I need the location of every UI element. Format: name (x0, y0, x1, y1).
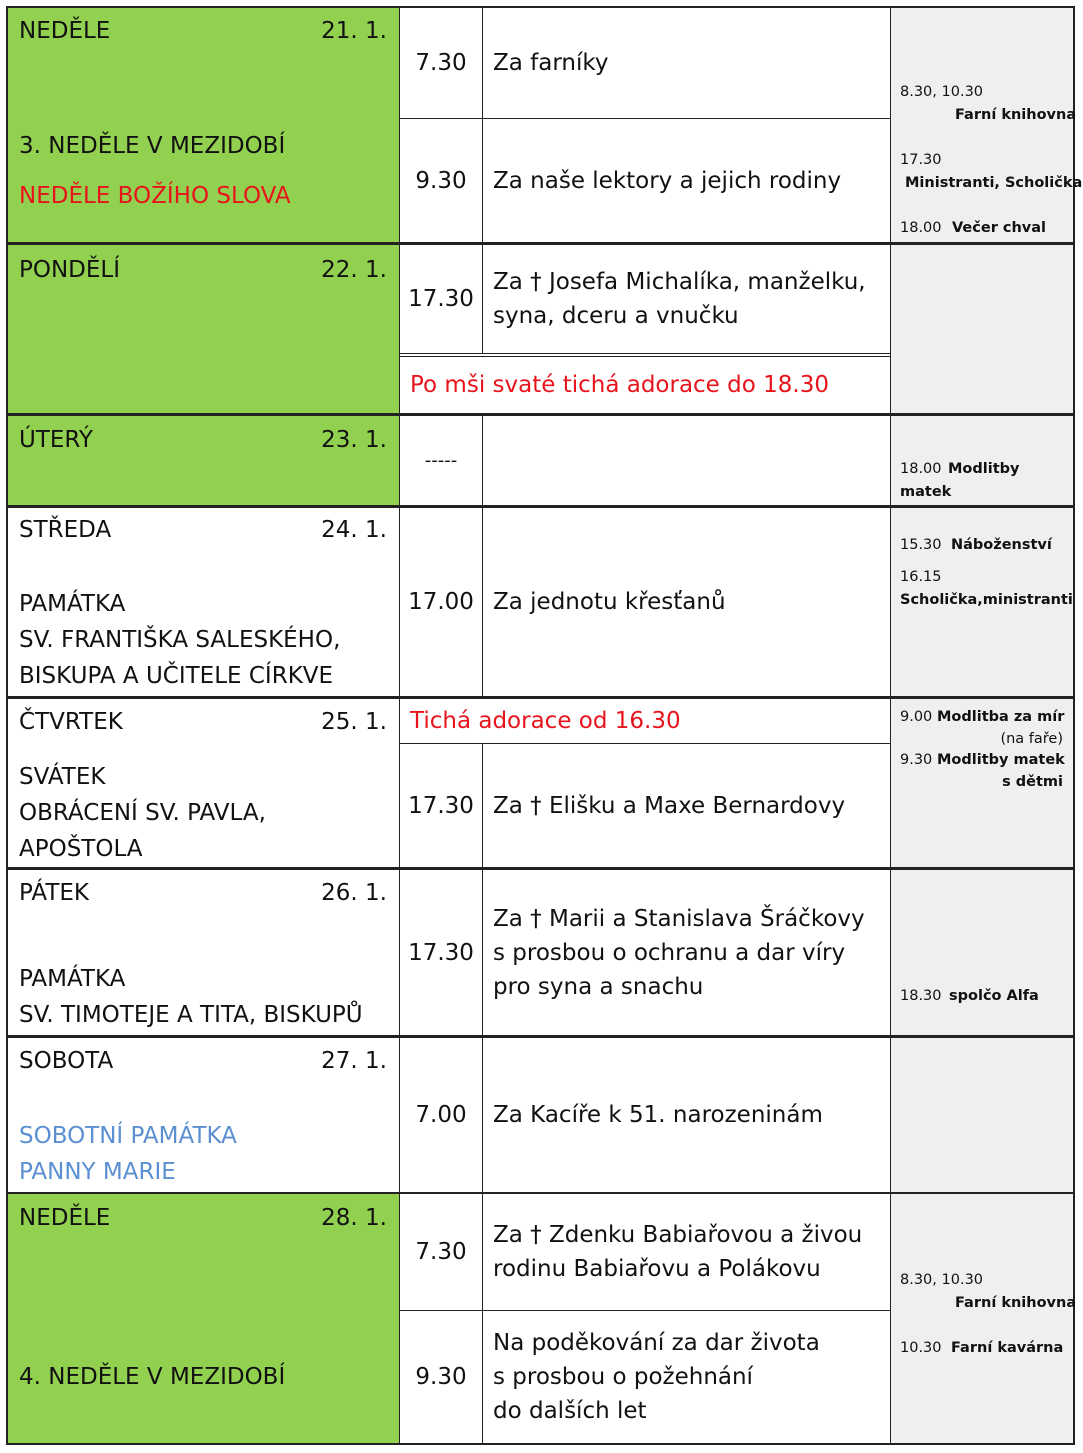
note-time: 18.30 (900, 988, 942, 1004)
notes-cell (890, 508, 1073, 696)
day-date: 27. 1. (321, 1048, 387, 1074)
note-text: Večer chval (952, 220, 1047, 236)
feast-title: SOBOTNÍ PAMÁTKA PANNY MARIE (19, 1123, 237, 1185)
mass-time: 7.30 (400, 8, 483, 118)
day-date: 21. 1. (321, 18, 387, 44)
notes-cell (890, 416, 1073, 505)
note-text: Scholička,ministranti (900, 592, 1073, 608)
note-sub: (na faře) (1000, 731, 1063, 747)
mass-time: 7.30 (400, 1194, 483, 1310)
day-date: 26. 1. (321, 880, 387, 906)
day-date: 24. 1. (321, 517, 387, 543)
note-time: 16.15 (900, 569, 942, 585)
feast-title: PAMÁTKA SV. TIMOTEJE A TITA, BISKUPŮ (19, 966, 363, 1028)
mass-time: 7.00 (400, 1038, 483, 1192)
notes-cell (890, 1194, 1077, 1443)
note-time: 9.00 (900, 709, 933, 725)
mass-intention: Za farníky (493, 50, 609, 76)
note-text: Modlitby matek (937, 752, 1065, 768)
day-name: NEDĚLE (19, 1205, 111, 1231)
mass-intention: Za † Elišku a Maxe Bernardovy (493, 792, 846, 819)
day-name: STŘEDA (19, 517, 112, 543)
note-time: 8.30, 10.30 (900, 84, 984, 100)
day-cell (8, 8, 400, 242)
feast-subtitle: NEDĚLE BOŽÍHO SLOVA (19, 183, 291, 209)
row-divider (400, 353, 890, 354)
mass-intention: Za jednotu křesťanů (493, 589, 726, 615)
notes-cell (890, 8, 1083, 242)
day-cell (8, 1194, 400, 1443)
day-date: 25. 1. (321, 709, 387, 735)
note-time: 9.30 (900, 752, 933, 768)
mass-intention: Na poděkování za dar života s prosbou o požehnání do dalších let (493, 1330, 820, 1424)
day-row-24-1 (6, 506, 1075, 698)
mass-time: 17.30 (400, 245, 483, 353)
day-row-27-1 (6, 1036, 1075, 1194)
adoration-note: Po mši svaté tichá adorace do 18.30 (410, 371, 829, 398)
note-text: Farní knihovna (955, 1295, 1077, 1311)
feast-title: SVÁTEK OBRÁCENÍ SV. PAVLA, APOŠTOLA (19, 764, 266, 862)
mass-time: ----- (400, 416, 483, 505)
note-text: Modlitba za mír (937, 709, 1065, 725)
day-name: ÚTERÝ (19, 427, 93, 453)
feast-title: 4. NEDĚLE V MEZIDOBÍ (19, 1364, 286, 1390)
mass-time: 17.00 (400, 508, 483, 696)
day-name: SOBOTA (19, 1048, 114, 1074)
day-name: PÁTEK (19, 880, 90, 906)
day-cell (8, 870, 400, 1035)
notes-cell (890, 1038, 1073, 1192)
adoration-note: Tichá adorace od 16.30 (410, 708, 681, 734)
day-row-25-1 (6, 697, 1075, 869)
feast-title: PAMÁTKA SV. FRANTIŠKA SALESKÉHO, BISKUPA A UČITELE CÍRKVE (19, 591, 341, 689)
day-name: ČTVRTEK (19, 709, 123, 735)
mass-time: 17.30 (400, 744, 483, 867)
day-cell (8, 1038, 400, 1192)
day-date: 28. 1. (321, 1205, 387, 1231)
mass-time: 17.30 (400, 870, 483, 1035)
day-name: NEDĚLE (19, 18, 111, 44)
day-cell (8, 508, 400, 696)
note-text: s dětmi (1002, 774, 1063, 790)
day-row-21-1 (6, 6, 1083, 244)
day-cell (8, 699, 400, 867)
note-time: 18.00 (900, 220, 942, 236)
note-text: Farní knihovna (955, 107, 1077, 123)
mass-intention: Za † Marii a Stanislava Šráčkovy s prosbou o ochranu a dar víry pro syna a snachu (493, 905, 865, 1000)
day-cell (8, 245, 400, 413)
mass-intention: Za Kacíře k 51. narozeninám (493, 1102, 823, 1128)
notes-cell (890, 245, 1073, 413)
day-date: 23. 1. (321, 427, 387, 453)
note-text: spolčo Alfa (949, 988, 1039, 1004)
note-time: 8.30, 10.30 (900, 1272, 984, 1288)
note-time: 15.30 (900, 537, 942, 553)
note-text: Modlitby (948, 461, 1020, 477)
note-text: Ministranti, Scholička (905, 175, 1083, 191)
note-text: Farní kavárna (951, 1340, 1064, 1356)
mass-intention (483, 416, 890, 505)
note-time: 10.30 (900, 1340, 942, 1356)
day-row-23-1 (6, 414, 1075, 507)
day-name: PONDĚLÍ (19, 257, 121, 283)
note-text: matek (900, 484, 952, 500)
day-date: 22. 1. (321, 257, 387, 283)
feast-title: 3. NEDĚLE V MEZIDOBÍ (19, 133, 286, 159)
note-time: 18.00 (900, 461, 942, 477)
mass-intention: Za naše lektory a jejich rodiny (493, 167, 842, 194)
mass-time: 9.30 (400, 119, 483, 242)
mass-intention: Za † Zdenku Babiařovou a živou rodinu Babiařovu a Polákovu (493, 1222, 863, 1282)
notes-cell (890, 870, 1073, 1035)
day-row-22-1 (6, 243, 1075, 415)
day-cell (8, 416, 400, 505)
day-row-28-1 (6, 1192, 1075, 1445)
notes-cell (890, 699, 1073, 867)
note-time: 17.30 (900, 152, 942, 168)
mass-time: 9.30 (400, 1311, 483, 1443)
mass-intention: Za † Josefa Michalíka, manželku, syna, dceru a vnučku (493, 269, 866, 329)
note-text: Náboženství (951, 537, 1052, 553)
day-row-26-1 (6, 868, 1075, 1037)
